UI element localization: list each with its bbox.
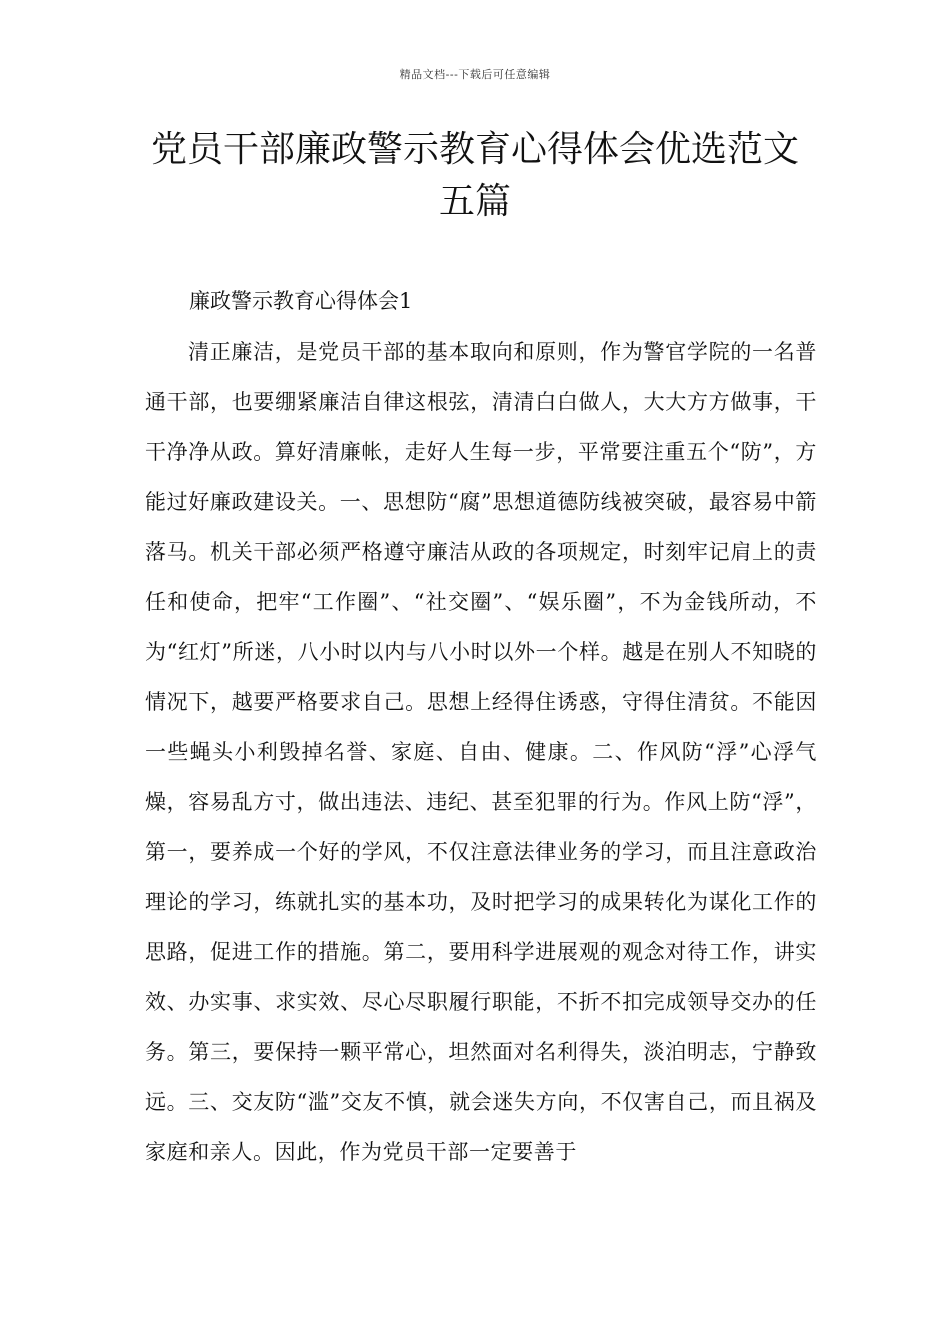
body-paragraph: 清正廉洁，是党员干部的基本取向和原则，作为警官学院的一名普通干部，也要绷紧廉洁自律这根弦，清清白白做人，大大方方做事，干干净净从政。算好清廉帐，走好人生每一步，平常要注重五个“防”，方能过好廉政建设关。一、思想防“腐”思想道德防线被突破，最容易中箭落马。机关干部必须严格遵守廉洁从政的各项规定，时刻牢记肩上的责任和使命，把牢“工作圈”、“社交圈”、“娱乐圈”，不为金钱所动，不为“红灯”所迷，八小时以内与八小时以外一个样。越是在别人不知晓的情况下，越要严格要求自己。思想上经得住诱惑，守得住清贫。不能因一些蝇头小利毁掉名誉、家庭、自由、健康。二、作风防“浮”心浮气燥，容易乱方寸，做出违法、违纪、甚至犯罪的行为。作风上防“浮”，第一，要养成一个好的学风，不仅注意法律业务的学习，而且注意政治理论的学习，练就扎实的基本功，及时把学习的成果转化为谋化工作的思路，促进工作的措施。第二，要用科学进展观的观念对待工作，讲实效、办实事、求实效、尽心尽职履行职能，不折不扣完成领导交办的任务。第三，要保持一颗平常心，坦然面对名利得失，淡泊明志，宁静致远。三、交友防“滥”交友不慎，就会迷失方向，不仅害自己，而且祸及家庭和亲人。因此，作为党员干部一定要善于 bbox=[145, 340, 817, 1164]
header-note: 精品文档---下载后可任意编辑 bbox=[399, 68, 551, 81]
section-heading: 廉政警示教育心得体会1 bbox=[189, 289, 413, 313]
document-title: 党员干部廉政警示教育心得体会优选范文五篇 bbox=[150, 129, 799, 222]
